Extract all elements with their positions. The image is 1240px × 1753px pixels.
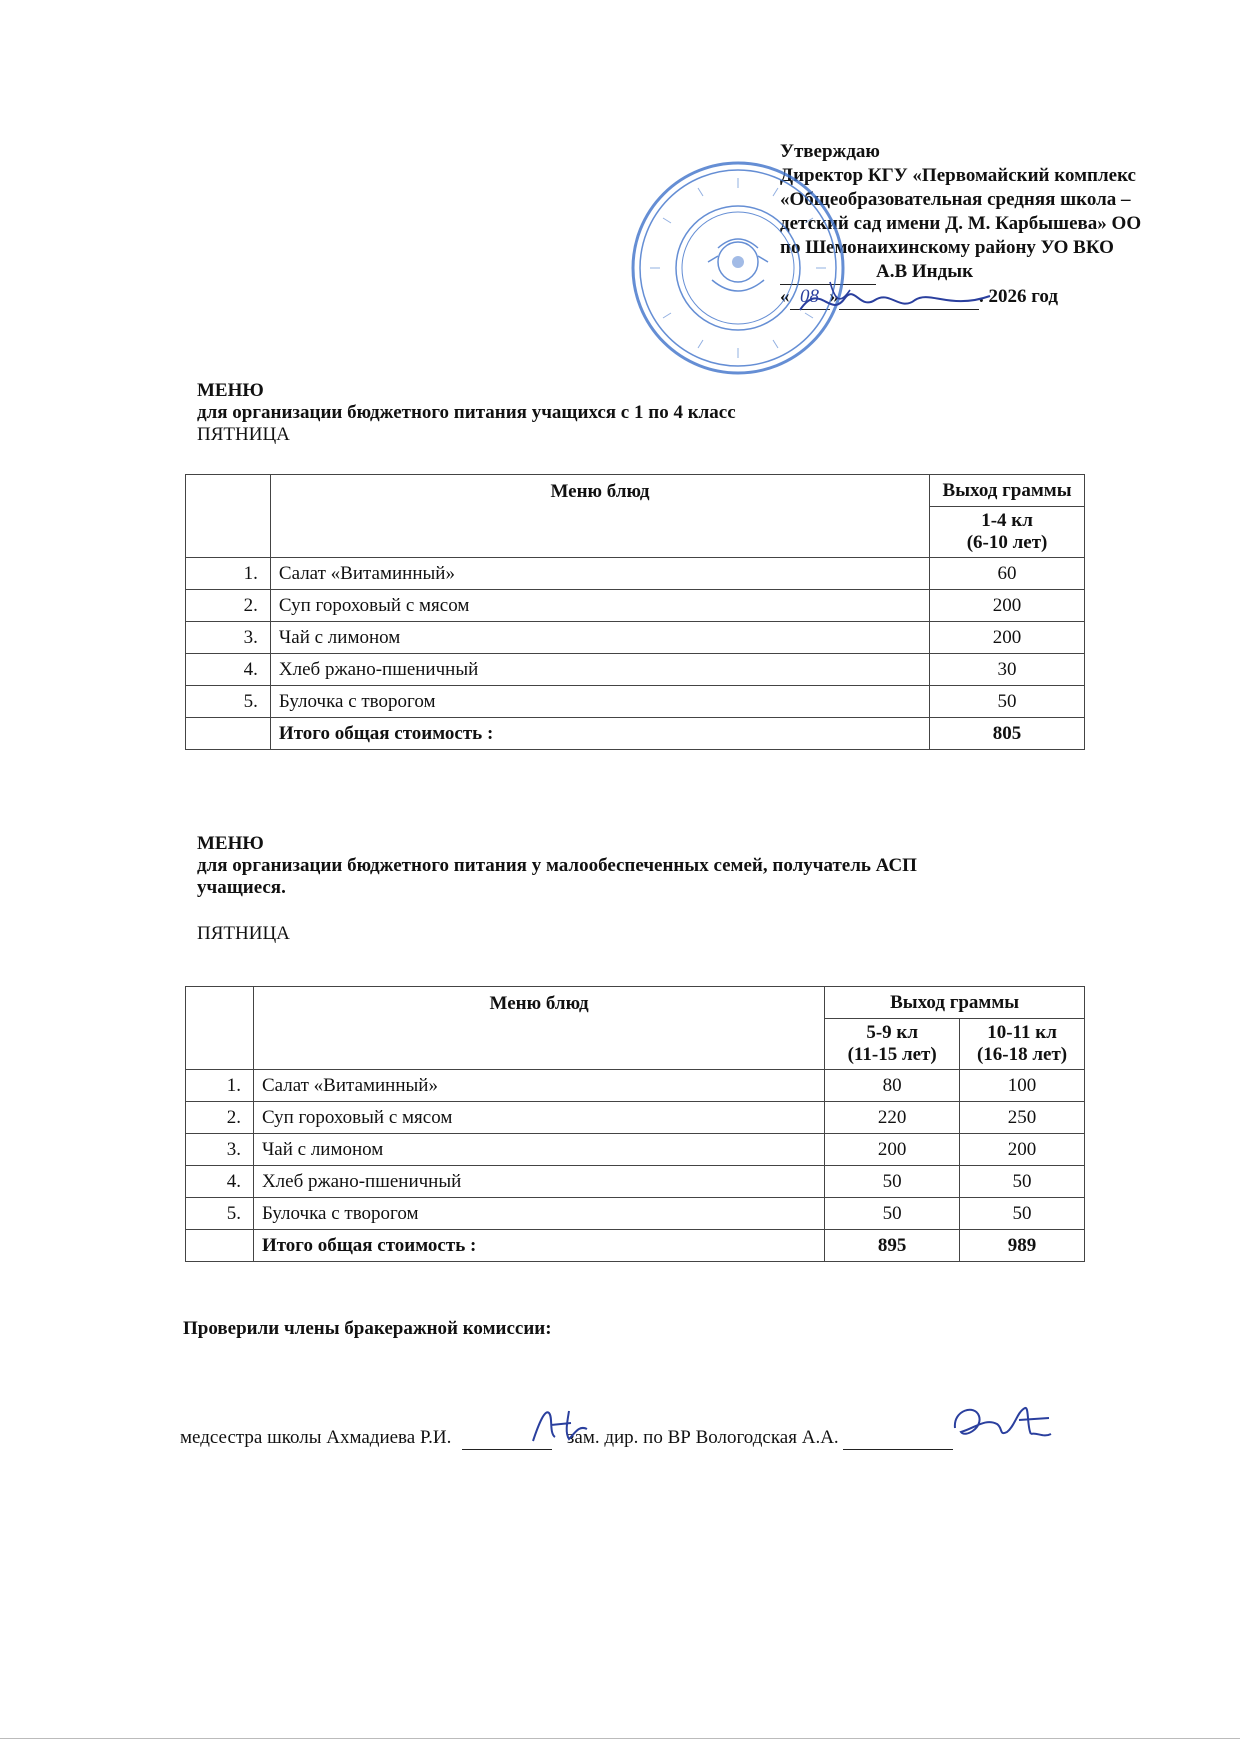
nurse-signature — [525, 1403, 595, 1448]
dish-name: Суп гороховый с мясом — [270, 590, 929, 622]
dish-grams-10-11: 250 — [960, 1102, 1085, 1134]
page-bottom-edge — [0, 1738, 1240, 1739]
menu2-subtitle-line1: для организации бюджетного питания у малообеспеченных семей, получатель АСП — [197, 855, 917, 876]
menu1-table — [185, 474, 1085, 750]
col-label-line1: 10-11 кл — [987, 1022, 1057, 1043]
dish-grams-5-9: 220 — [825, 1102, 960, 1134]
menu1-col-label-line1: 1-4 кл — [981, 510, 1033, 531]
total-value: 805 — [930, 718, 1085, 750]
menu2-heading — [197, 833, 917, 945]
total-value-5-9: 895 — [825, 1230, 960, 1262]
dish-grams-5-9: 80 — [825, 1070, 960, 1102]
dish-name: Хлеб ржано-пшеничный — [270, 654, 929, 686]
table-row — [186, 1166, 1085, 1198]
menu1-col-label-line2: (6-10 лет) — [966, 532, 1048, 553]
total-label: Итого общая стоимость : — [253, 1230, 824, 1262]
table-row — [186, 654, 1085, 686]
dish-grams-10-11: 200 — [960, 1134, 1085, 1166]
dish-grams: 30 — [930, 654, 1085, 686]
dish-name: Чай с лимоном — [270, 622, 929, 654]
row-num: 3. — [186, 622, 271, 654]
row-num: 5. — [186, 686, 271, 718]
row-num: 2. — [186, 1102, 254, 1134]
menu1-col-label — [930, 507, 1085, 558]
col-label-line2: (11-15 лет) — [847, 1044, 937, 1065]
dish-name: Чай с лимоном — [253, 1134, 824, 1166]
approval-school-name-line: детский сад имени Д. М. Карбышева» ОО — [780, 213, 1142, 234]
menu2-header-output: Выход граммы — [825, 987, 1085, 1019]
row-num: 5. — [186, 1198, 254, 1230]
director-signature — [790, 270, 1000, 330]
dish-grams: 50 — [930, 686, 1085, 718]
deputy-signature — [945, 1398, 1055, 1448]
table-row — [186, 686, 1085, 718]
table-row — [186, 590, 1085, 622]
menu1-total-row — [186, 718, 1085, 750]
table-row — [186, 1134, 1085, 1166]
dish-name: Суп гороховый с мясом — [253, 1102, 824, 1134]
table-row — [186, 558, 1085, 590]
commission-title: Проверили члены бракеражной комиссии: — [183, 1318, 552, 1339]
menu1-heading — [197, 380, 736, 446]
table-row — [186, 1070, 1085, 1102]
dish-grams-10-11: 50 — [960, 1166, 1085, 1198]
menu2-subtitle-line2: учащиеся. — [197, 877, 286, 898]
dish-name: Салат «Витаминный» — [270, 558, 929, 590]
table-row — [186, 622, 1085, 654]
date-year: . 2026 год — [979, 286, 1058, 307]
menu2-header-num-cell — [186, 987, 254, 1070]
total-label: Итого общая стоимость : — [270, 718, 929, 750]
approval-director-line: Директор КГУ «Первомайский комплекс — [780, 165, 1136, 186]
row-num: 2. — [186, 590, 271, 622]
dish-name: Булочка с творогом — [253, 1198, 824, 1230]
menu2-table — [185, 986, 1085, 1262]
deputy-name: зам. дир. по ВР Вологодская А.А. — [566, 1427, 839, 1448]
row-num: 3. — [186, 1134, 254, 1166]
menu1-header-row — [186, 475, 1085, 507]
dish-name: Салат «Витаминный» — [253, 1070, 824, 1102]
menu1-subtitle: для организации бюджетного питания учащихся с 1 по 4 класс — [197, 402, 736, 423]
menu2-day: ПЯТНИЦА — [197, 923, 290, 944]
approval-title: Утверждаю — [780, 141, 880, 162]
total-value-10-11: 989 — [960, 1230, 1085, 1262]
menu2-header-row — [186, 987, 1085, 1019]
nurse-name: медсестра школы Ахмадиева Р.И. — [180, 1427, 452, 1448]
table-row — [186, 1198, 1085, 1230]
menu1-header-num-cell — [186, 475, 271, 558]
table-row — [186, 1102, 1085, 1134]
col-label-line1: 5-9 кл — [866, 1022, 918, 1043]
row-num: 4. — [186, 1166, 254, 1198]
total-num-cell — [186, 718, 271, 750]
row-num: 4. — [186, 654, 271, 686]
date-day: 08 — [790, 285, 830, 310]
menu2-total-row — [186, 1230, 1085, 1262]
school-seal-stamp — [628, 158, 848, 378]
col-label-line2: (16-18 лет) — [976, 1044, 1068, 1065]
menu1-header-output: Выход граммы — [930, 475, 1085, 507]
dish-grams-5-9: 50 — [825, 1166, 960, 1198]
approval-school-line: «Общеобразовательная средняя школа – — [780, 189, 1131, 210]
date-close-quote: » — [829, 286, 839, 307]
deputy-signature-line — [843, 1427, 953, 1450]
dish-grams-10-11: 100 — [960, 1070, 1085, 1102]
dish-grams: 60 — [930, 558, 1085, 590]
approval-signatory: А.В Индык — [876, 261, 974, 282]
total-num-cell — [186, 1230, 254, 1262]
menu2-header-dish: Меню блюд — [253, 987, 824, 1070]
dish-grams-5-9: 50 — [825, 1198, 960, 1230]
approval-district-line: по Шемонаихинскому району УО ВКО — [780, 237, 1114, 258]
menu1-header-dish: Меню блюд — [270, 475, 929, 558]
row-num: 1. — [186, 558, 271, 590]
dish-name: Булочка с творогом — [270, 686, 929, 718]
row-num: 1. — [186, 1070, 254, 1102]
date-open-quote: « — [780, 286, 790, 307]
dish-grams: 200 — [930, 622, 1085, 654]
dish-name: Хлеб ржано-пшеничный — [253, 1166, 824, 1198]
dish-grams-5-9: 200 — [825, 1134, 960, 1166]
menu2-col-label-5-9 — [825, 1019, 960, 1070]
menu1-day: ПЯТНИЦА — [197, 424, 290, 445]
dish-grams: 200 — [930, 590, 1085, 622]
dish-grams-10-11: 50 — [960, 1198, 1085, 1230]
menu2-col-label-10-11 — [960, 1019, 1085, 1070]
menu1-title: МЕНЮ — [197, 380, 264, 401]
menu2-title: МЕНЮ — [197, 833, 264, 854]
